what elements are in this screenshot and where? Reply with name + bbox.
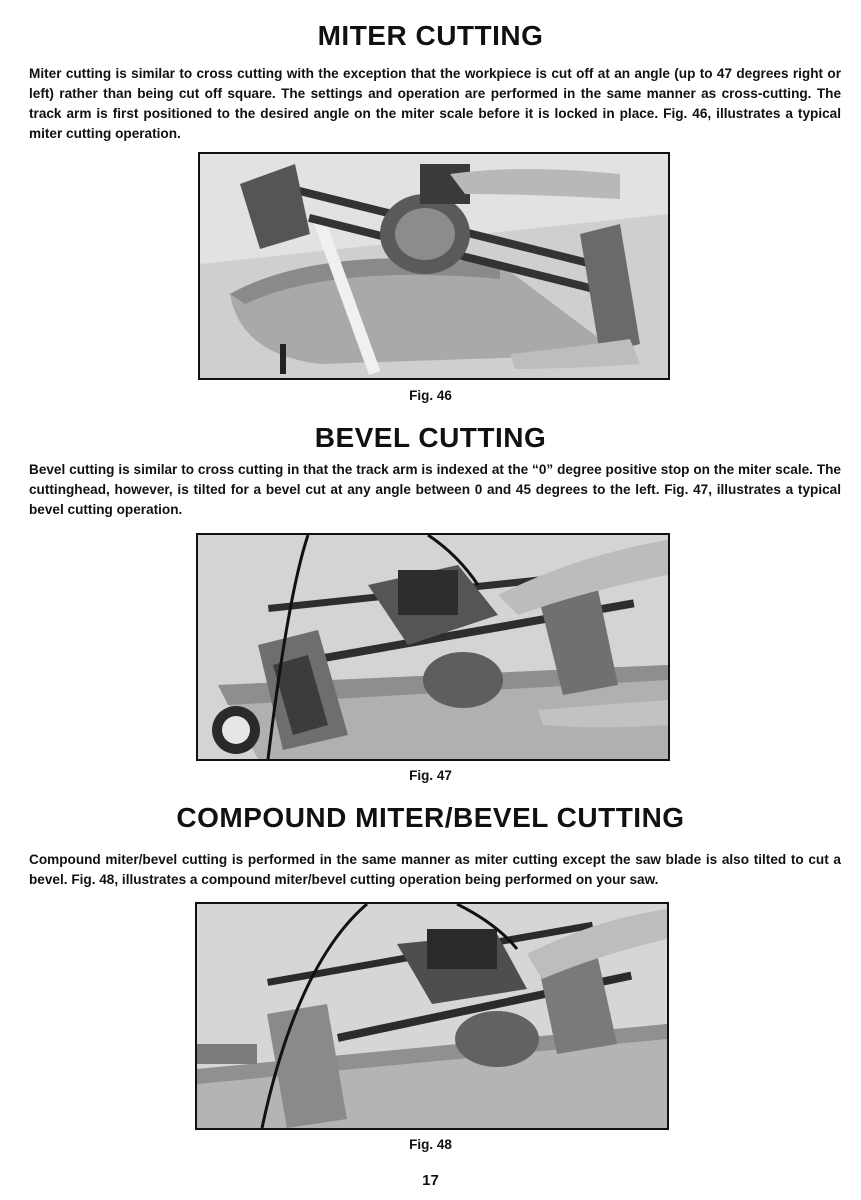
bevel-cutting-paragraph: Bevel cutting is similar to cross cutting in that the track arm is indexed at the “0” degree positive stop on the miter scale. The cuttinghead, however, is tilted for a bevel cut at any angle between 0 and 45 degrees to the left. Fig. 47, illustrates a typical bevel cutting operation. <box>29 462 841 517</box>
miter-cutting-paragraph: Miter cutting is similar to cross cutting with the exception that the workpiece is cut off at an angle (up to 47 degrees right or left) rather than being cut off square. The settings and operation are performed in the same manner as cross-cutting. The track arm is first positioned to the desired angle on the miter scale before it is locked in place. Fig. 46, illustrates a typical miter cutting operation. <box>29 66 841 141</box>
fig-48-photo <box>195 902 669 1130</box>
miter-cutting-heading: MITER CUTTING <box>317 20 544 51</box>
page-number: 17 <box>422 1172 439 1189</box>
fig-46-photo <box>198 152 670 380</box>
compound-cutting-heading: COMPOUND MITER/BEVEL CUTTING <box>176 802 685 833</box>
fig-47-caption: Fig. 47 <box>409 768 452 783</box>
fig-46-caption: Fig. 46 <box>409 388 452 403</box>
compound-cutting-paragraph: Compound miter/bevel cutting is performed in the same manner as miter cutting except the saw blade is also tilted to cut a bevel. Fig. 48, illustrates a compound miter/bevel cutting operation being performed on your saw. <box>29 852 841 887</box>
fig-48-caption: Fig. 48 <box>409 1137 452 1152</box>
bevel-cutting-heading: BEVEL CUTTING <box>314 422 547 453</box>
fig-47-photo <box>196 533 670 761</box>
